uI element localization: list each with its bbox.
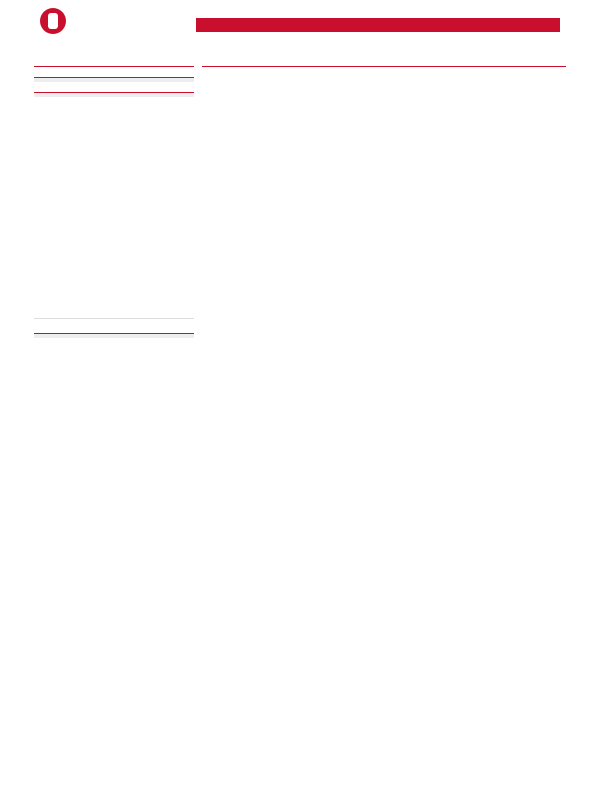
logo-mark-icon <box>40 8 66 34</box>
related-reports-title <box>34 333 194 338</box>
basic-info-title <box>34 77 194 82</box>
market-trend-chart <box>34 99 194 319</box>
main-content <box>202 64 566 67</box>
chart-title <box>34 92 194 97</box>
company-logo <box>40 8 180 38</box>
rating <box>34 64 194 67</box>
left-sidebar <box>34 64 194 340</box>
key-points-title <box>202 64 566 67</box>
header-bar <box>196 18 560 32</box>
